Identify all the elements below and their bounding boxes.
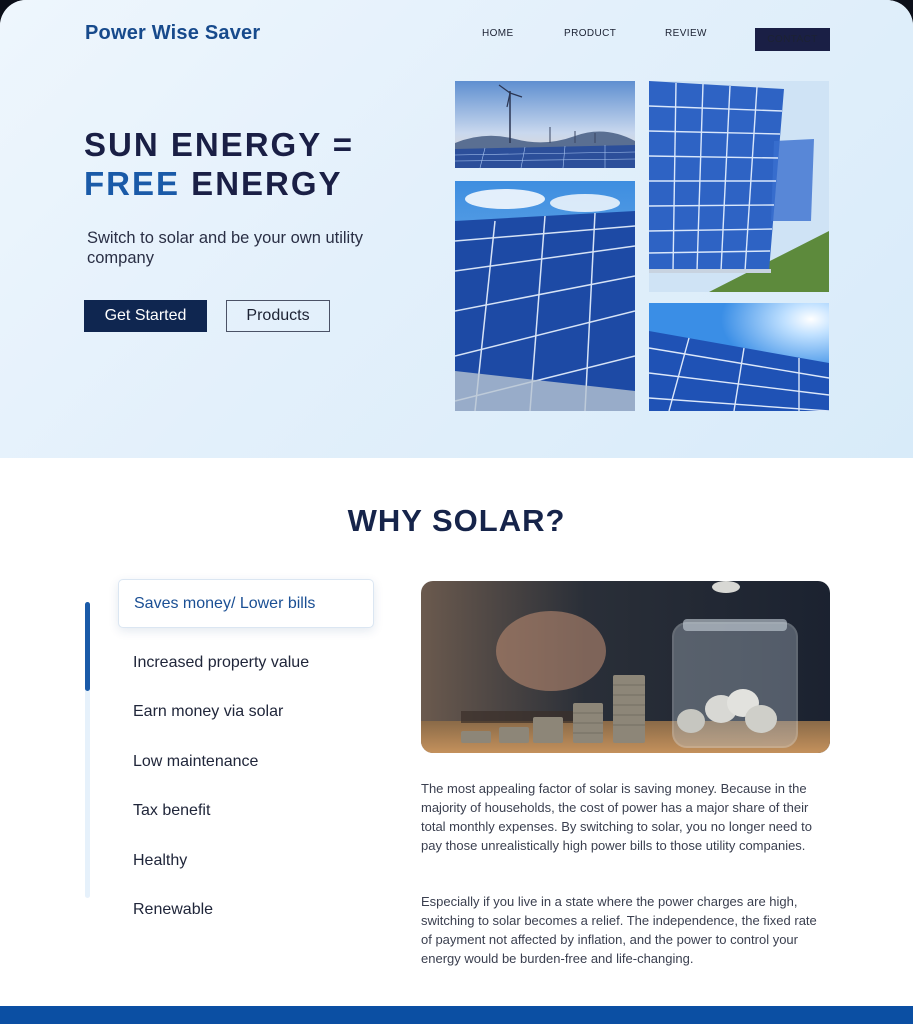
- why-solar-heading: WHY SOLAR?: [347, 503, 566, 538]
- products-button[interactable]: Products: [226, 300, 330, 332]
- benefit-healthy[interactable]: Healthy: [133, 852, 188, 869]
- benefit-scroll-indicator[interactable]: [85, 602, 90, 691]
- get-started-button[interactable]: Get Started: [84, 300, 207, 332]
- wind-turbine-image: [455, 81, 635, 168]
- benefit-low-maintenance[interactable]: Low maintenance: [133, 753, 259, 770]
- headline-line-2-rest: ENERGY: [180, 165, 343, 202]
- nav-product-link[interactable]: PRODUCT: [564, 28, 617, 39]
- solar-panel-sun-image: [649, 303, 829, 411]
- footer-bar: [0, 1006, 913, 1024]
- headline-free-word: FREE: [84, 165, 181, 202]
- hero-headline: [84, 125, 354, 203]
- benefit-tax[interactable]: Tax benefit: [133, 802, 211, 819]
- nav-review-link[interactable]: REVIEW: [665, 28, 707, 39]
- nav-home-link[interactable]: HOME: [482, 28, 514, 39]
- benefit-renewable[interactable]: Renewable: [133, 901, 214, 918]
- hero-subtitle: Switch to solar and be your own utility company: [87, 229, 364, 267]
- solar-panel-row-image: [649, 81, 829, 292]
- benefit-description-paragraph-2: Especially if you live in a state where the power charges are high, switching to solar becomes a relief. The independence, the fixed rate of payment not affected by inflation, and the power to control your energy would be burden-free and life-changing.: [421, 894, 817, 966]
- rooftop-solar-image: [455, 181, 635, 411]
- benefit-earn-money[interactable]: Earn money via solar: [133, 703, 284, 720]
- benefit-description-paragraph-1: The most appealing factor of solar is saving money. Because in the majority of households, the cost of power has a major share of their total monthly expenses. By switching to solar, you no longer need to pay those unrealistically high power bills to those utility companies.: [421, 781, 812, 853]
- benefit-property-value[interactable]: Increased property value: [133, 654, 310, 671]
- headline-line-1: SUN ENERGY =: [84, 126, 355, 163]
- coins-jar-image: [421, 581, 830, 753]
- hero-section: [0, 0, 913, 458]
- brand-logo[interactable]: Power Wise Saver: [85, 22, 261, 44]
- nav-contact-button[interactable]: CONTACT: [755, 28, 830, 51]
- benefit-saves-money[interactable]: Saves money/ Lower bills: [118, 579, 374, 628]
